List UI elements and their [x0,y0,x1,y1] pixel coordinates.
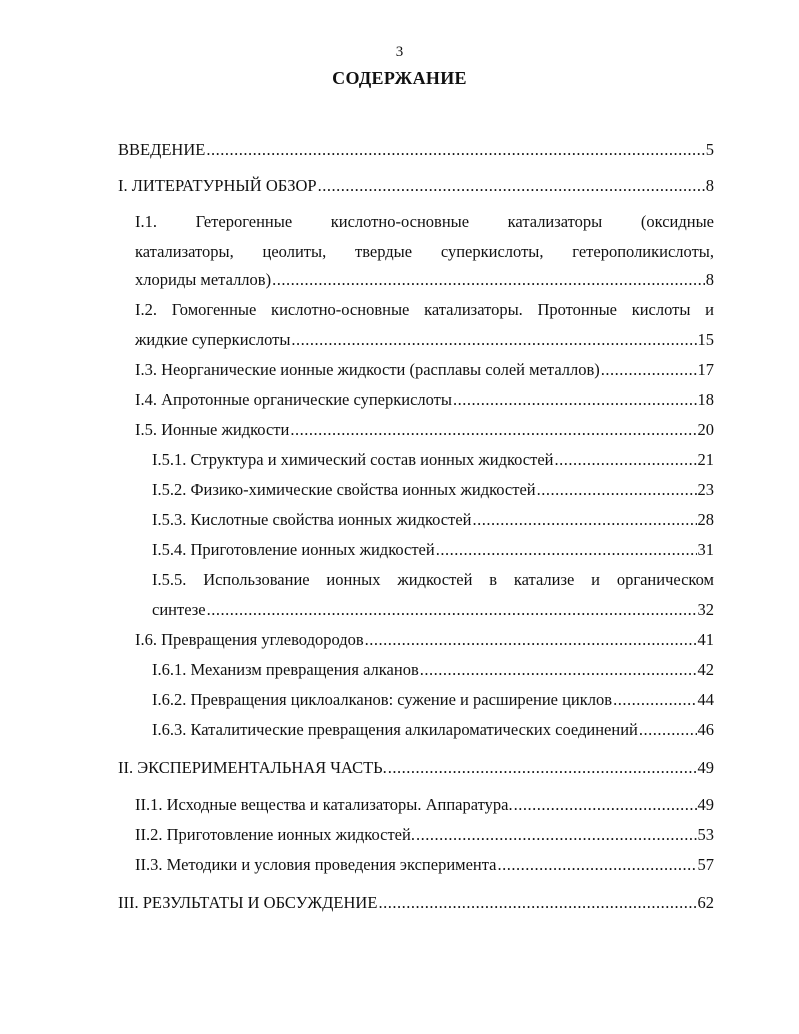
toc-entry-1-5-5-line-1 [152,570,714,590]
toc-entry-chapter-2[interactable] [118,758,714,778]
toc-label: II.2. Приготовление ионных жидкостей. [135,825,415,844]
toc-label: I.6.2. Превращения циклоалканов: сужение и расширение циклов [152,690,613,709]
dot-leader [378,893,696,913]
word: I.1. [135,212,157,231]
toc-label: II.3. Методики и условия проведения эксперимента [135,855,497,874]
word: ионных [326,570,381,589]
toc-label: III. РЕЗУЛЬТАТЫ И ОБСУЖДЕНИЕ [118,893,378,912]
word: Протонные [537,300,617,319]
dot-leader [537,480,697,500]
toc-entry-1-1-line-1 [135,212,714,232]
word: твердые [355,242,413,261]
word: органическом [616,570,714,589]
dot-leader [206,140,704,160]
toc-label: II. ЭКСПЕРИМЕНТАЛЬНАЯ ЧАСТЬ. [118,758,387,777]
word: катализаторы. [424,300,523,319]
word: I.5.5. [152,570,187,589]
toc-entry-2-2[interactable] [135,825,714,845]
word: гетерополикислоты, [572,242,714,261]
dot-leader [207,600,697,620]
toc-entry-1-5-2[interactable] [152,480,714,500]
word: кислотно-основные [271,300,410,319]
dot-leader [436,540,697,560]
toc-page: 41 [697,630,714,649]
toc-entry-1-1-line-2 [135,242,714,262]
toc-entry-1-1[interactable] [135,270,714,290]
word: Гомогенные [171,300,257,319]
word: кислотно-основные [330,212,470,231]
toc-page: 18 [697,390,714,409]
toc-label: хлориды металлов) [135,270,272,289]
toc-entry-1-6[interactable] [135,630,714,650]
toc-entry-1-6-3[interactable] [152,720,714,740]
word: (оксидные [640,212,714,231]
dot-leader [365,630,697,650]
toc-page: 49 [697,795,714,814]
toc-page: 42 [697,660,714,679]
toc-entry-1-5-3[interactable] [152,510,714,530]
toc-entry-1-2-line-1 [135,300,714,320]
word: катализаторы, [135,242,234,261]
word: катализе [513,570,575,589]
dot-leader [388,758,697,778]
toc-entry-1-6-2[interactable] [152,690,714,710]
page-number: 3 [395,44,404,60]
toc-entry-1-4[interactable] [135,390,714,410]
toc-entry-2-1[interactable] [135,795,714,815]
word: жидкостей [397,570,473,589]
toc-label: I.5. Ионные жидкости [135,420,290,439]
page-title: СОДЕРЖАНИЕ [332,68,467,88]
toc-label: I. ЛИТЕРАТУРНЫЙ ОБЗОР [118,176,317,195]
toc-entry-chapter-1[interactable] [118,176,714,196]
toc-page: 15 [697,330,714,349]
toc-label: I.6. Превращения углеводородов [135,630,364,649]
toc-entry-1-5[interactable] [135,420,714,440]
toc-page: 46 [697,720,714,739]
dot-leader [613,690,696,710]
toc-page: 49 [697,758,714,777]
dot-leader [291,330,696,350]
word: Использование [203,570,310,589]
dot-leader [416,825,697,845]
dot-leader [453,390,697,410]
word: цеолиты, [262,242,327,261]
dot-leader [272,270,705,290]
toc-label: I.6.3. Каталитические превращения алкилароматических соединений [152,720,638,739]
word: и [705,300,714,319]
toc-label: I.5.4. Приготовление ионных жидкостей [152,540,435,559]
word: и [591,570,600,589]
toc-label: I.3. Неорганические ионные жидкости (расплавы солей металлов) [135,360,600,379]
dot-leader [498,855,697,875]
toc-entry-1-3[interactable] [135,360,714,380]
toc-entry-2-3[interactable] [135,855,714,875]
toc-entry-1-6-1[interactable] [152,660,714,680]
word: I.2. [135,300,157,319]
toc-label: II.1. Исходные вещества и катализаторы. Аппаратура. [135,795,513,814]
toc-page: 28 [697,510,714,529]
dot-leader [290,420,696,440]
toc-label: I.6.1. Механизм превращения алканов [152,660,419,679]
toc-page: 8 [705,176,714,195]
word: в [489,570,498,589]
toc-entry-1-5-5[interactable] [152,600,714,620]
toc-label: I.5.2. Физико-химические свойства ионных жидкостей [152,480,536,499]
toc-page: 21 [697,450,714,469]
toc-entry-1-5-4[interactable] [152,540,714,560]
dot-leader [555,450,697,470]
toc-page: 20 [697,420,714,439]
toc-label: жидкие суперкислоты [135,330,291,349]
toc-page: 31 [697,540,714,559]
toc-label: синтезе [152,600,206,619]
toc-entry-1-2[interactable] [135,330,714,350]
word: кислоты [631,300,691,319]
toc-label: I.5.1. Структура и химический состав ионных жидкостей [152,450,554,469]
toc-page: 17 [697,360,714,379]
word: суперкислоты, [440,242,544,261]
dot-leader [318,176,705,196]
toc-page: 53 [697,825,714,844]
toc-entry-intro[interactable] [118,140,714,160]
toc-entry-chapter-3[interactable] [118,893,714,913]
toc-page: 57 [697,855,714,874]
word: катализаторы [507,212,603,231]
toc-label: I.4. Апротонные органические суперкислоты [135,390,452,409]
toc-page: 32 [697,600,714,619]
toc-page: 44 [697,690,714,709]
dot-leader [473,510,697,530]
toc-page: 8 [705,270,714,289]
toc-page: 62 [697,893,714,912]
dot-leader [601,360,697,380]
word: Гетерогенные [195,212,293,231]
dot-leader [639,720,697,740]
toc-page: 5 [705,140,714,159]
dot-leader [420,660,697,680]
toc-label: ВВЕДЕНИЕ [118,140,206,159]
dot-leader [514,795,697,815]
toc-page: 23 [697,480,714,499]
toc-label: I.5.3. Кислотные свойства ионных жидкостей [152,510,472,529]
toc-entry-1-5-1[interactable] [152,450,714,470]
